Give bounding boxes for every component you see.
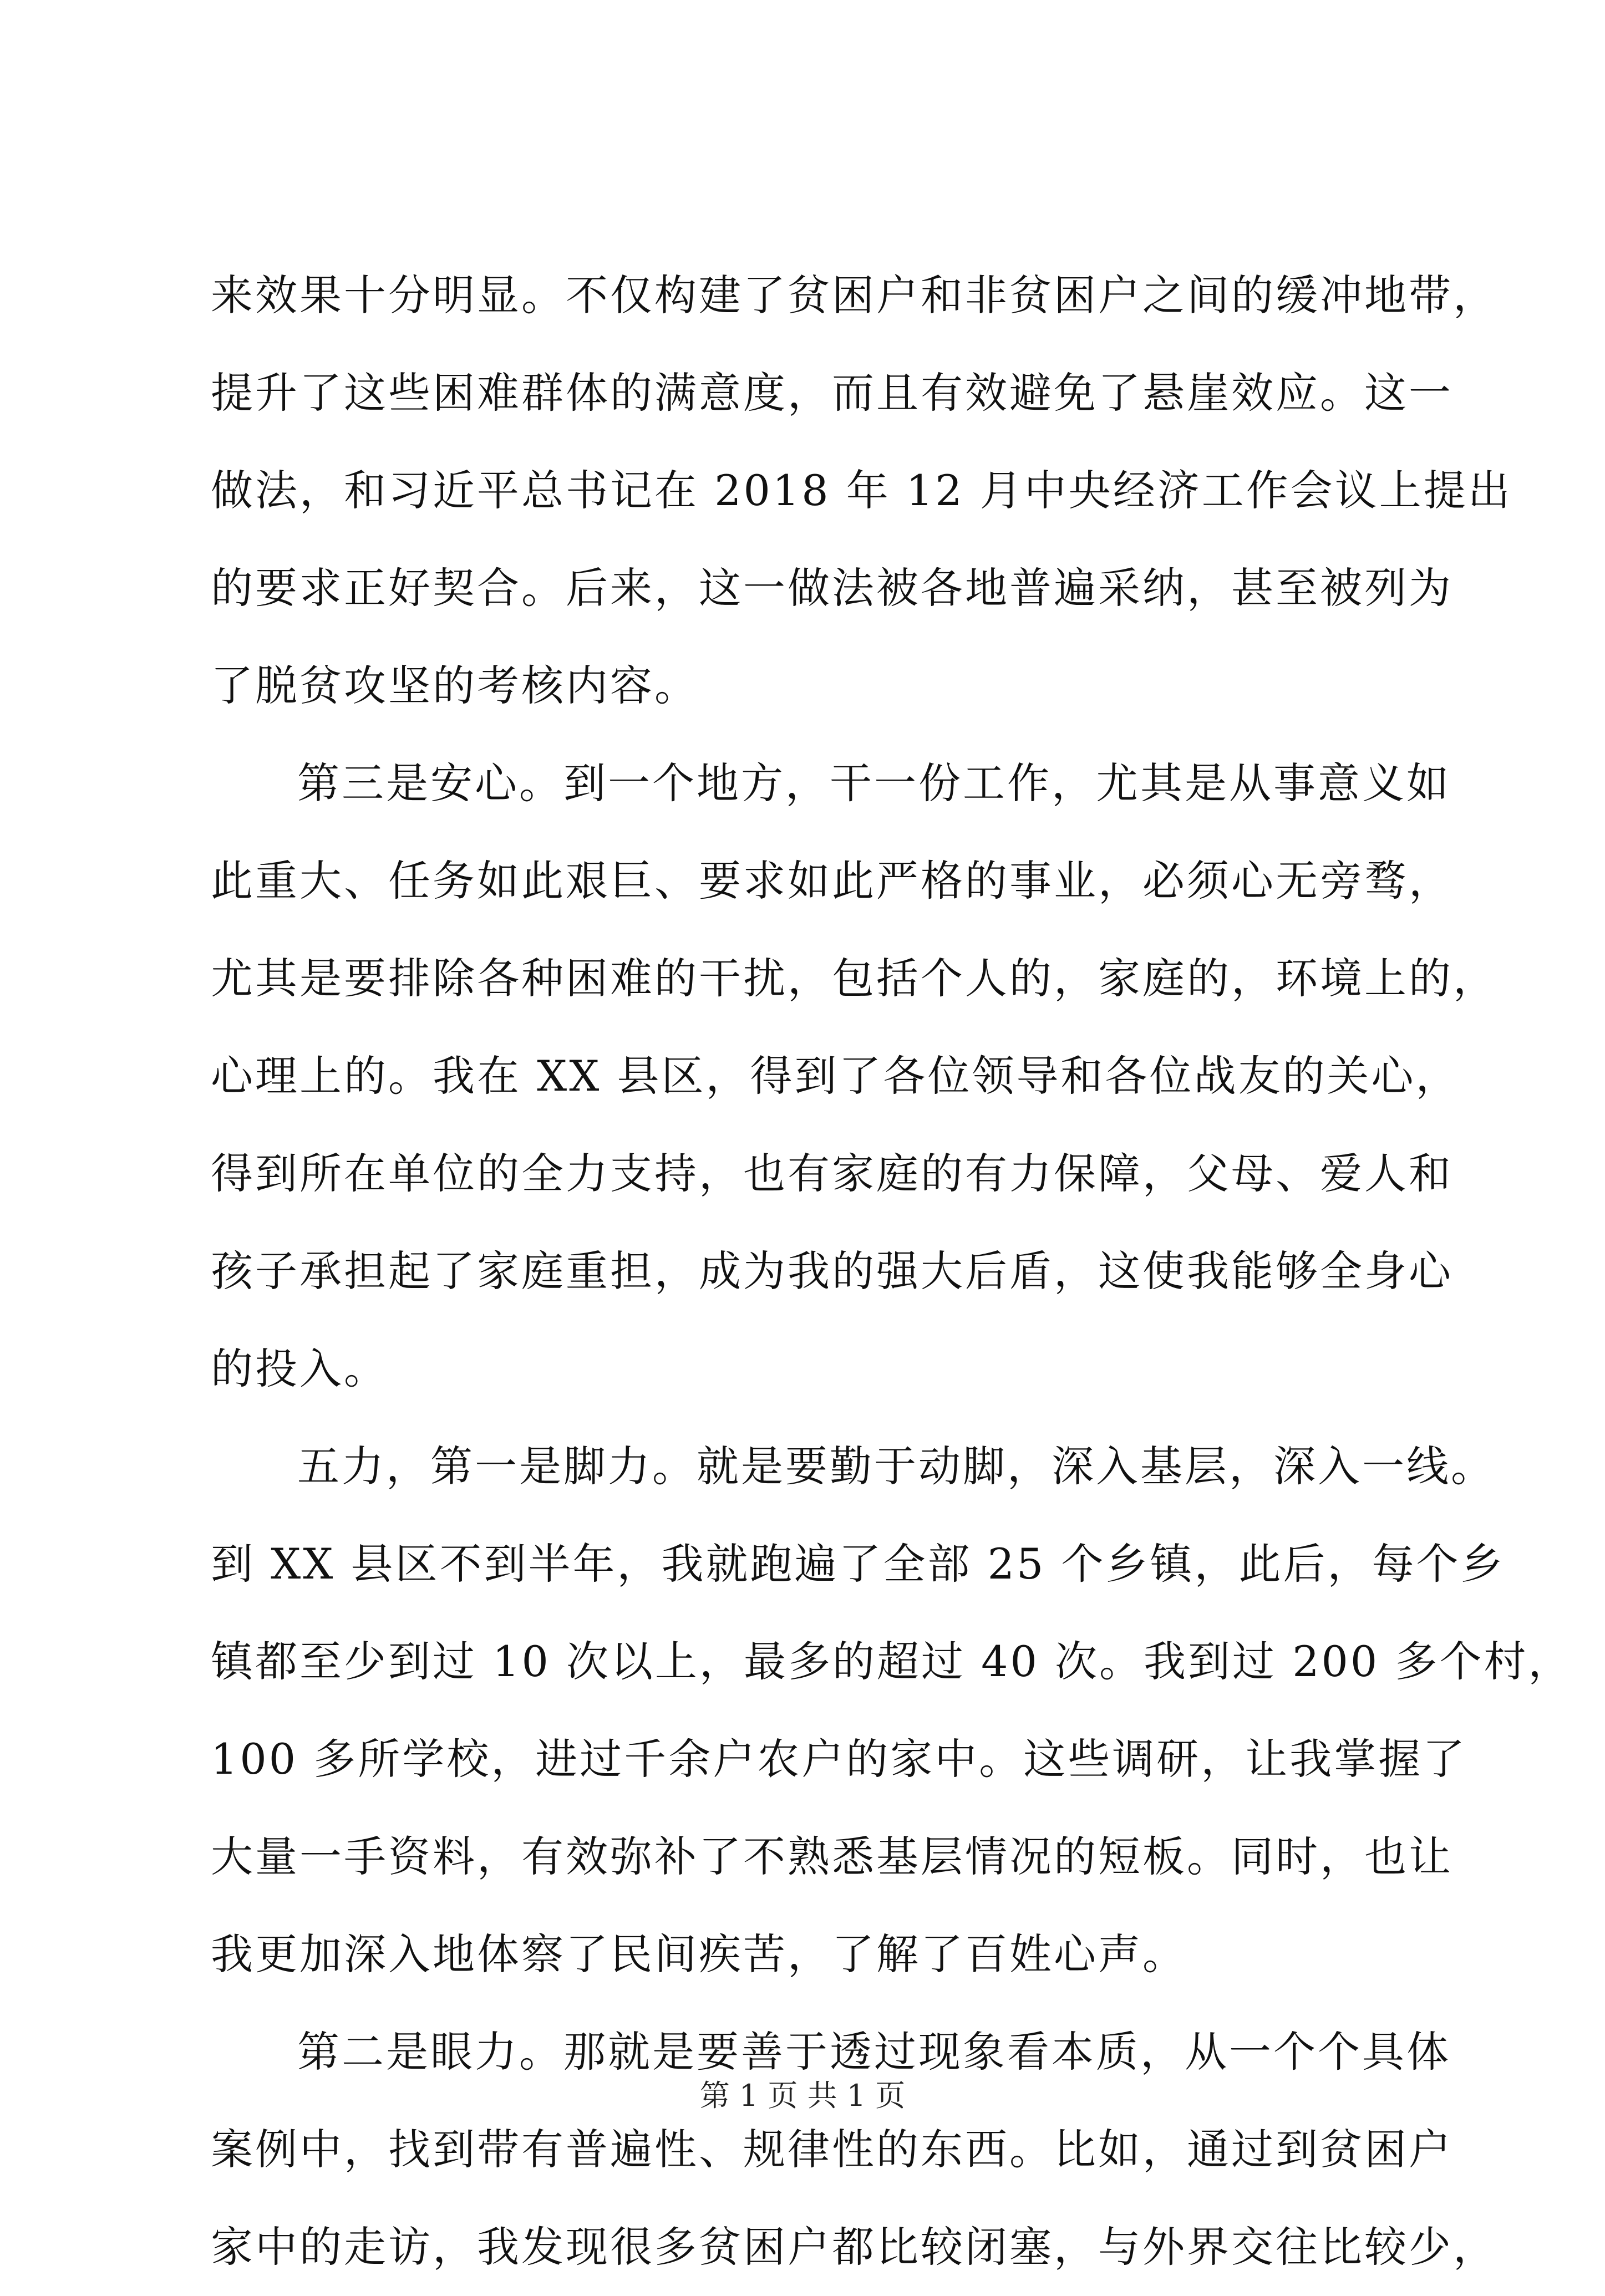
text-line-18: 我更加深入地体察了民间疾苦，了解了百姓心声。 xyxy=(211,1930,1187,1979)
paragraph-start-line-19: 第二是眼力。那就是要善于透过现象看本质，从一个个具体 xyxy=(297,2027,1451,2076)
text-line-7: 此重大、任务如此艰巨、要求如此严格的事业，必须心无旁骛， xyxy=(211,856,1453,905)
paragraph-start-line-13: 五力，第一是脚力。就是要勤于动脚，深入基层，深入一线。 xyxy=(297,1442,1495,1491)
text-line-17: 大量一手资料，有效弥补了不熟悉基层情况的短板。同时，也让 xyxy=(211,1832,1453,1881)
text-line-3: 做法，和习近平总书记在 2018 年 12 月中央经济工作会议上提出 xyxy=(211,466,1512,515)
text-line-12: 的投入。 xyxy=(211,1344,388,1393)
text-line-14: 到 XX 县区不到半年，我就跑遍了全部 25 个乡镇，此后，每个乡 xyxy=(211,1539,1505,1589)
text-line-16: 100 多所学校，进过千余户农户的家中。这些调研，让我掌握了 xyxy=(211,1734,1467,1784)
text-line-21: 家中的走访，我发现很多贫困户都比较闭塞，与外界交往比较少， xyxy=(211,2222,1497,2272)
paragraph-start-line-6: 第三是安心。到一个地方，干一份工作，尤其是从事意义如 xyxy=(297,758,1451,808)
text-line-11: 孩子承担起了家庭重担，成为我的强大后盾，这使我能够全身心 xyxy=(211,1246,1453,1296)
text-line-8: 尤其是要排除各种困难的干扰，包括个人的，家庭的，环境上的， xyxy=(211,954,1497,1003)
text-line-4: 的要求正好契合。后来，这一做法被各地普遍采纳，甚至被列为 xyxy=(211,563,1453,613)
document-body xyxy=(211,247,1573,2296)
text-line-10: 得到所在单位的全力支持，也有家庭的有力保障，父母、爱人和 xyxy=(211,1149,1453,1198)
page-number-label: 第 1 页 共 1 页 xyxy=(699,2078,906,2113)
text-line-1: 来效果十分明显。不仅构建了贫困户和非贫困户之间的缓冲地带， xyxy=(211,271,1497,320)
text-line-15: 镇都至少到过 10 次以上，最多的超过 40 次。我到过 200 多个村， xyxy=(211,1637,1573,1686)
page-footer xyxy=(0,2074,1605,2118)
text-line-20: 案例中，找到带有普遍性、规律性的东西。比如，通过到贫困户 xyxy=(211,2125,1453,2174)
text-line-9: 心理上的。我在 XX 县区，得到了各位领导和各位战友的关心， xyxy=(211,1051,1460,1101)
text-line-2: 提升了这些困难群体的满意度，而且有效避免了悬崖效应。这一 xyxy=(211,368,1453,418)
text-line-5: 了脱贫攻坚的考核内容。 xyxy=(211,661,699,710)
